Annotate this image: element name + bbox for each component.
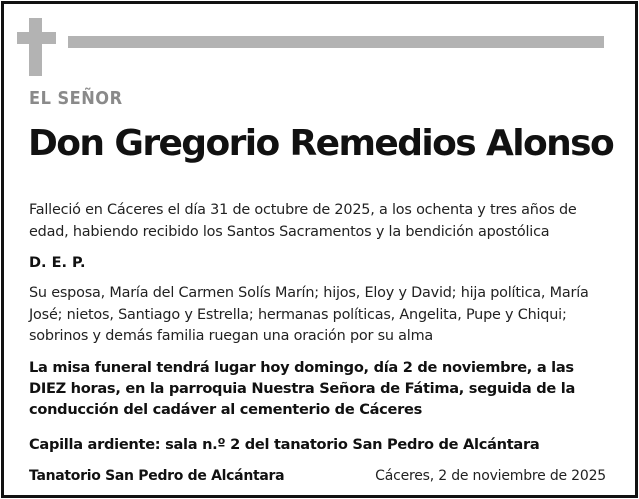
mass-paragraph: La misa funeral tendrá lugar hoy domingo, día 2 de noviembre, a las DIEZ horas, en la parroquia Nuestra Señora de Fátima, seguida de la conducción del cadáver al cementerio de Cáceres (29, 359, 575, 418)
honorific-label: EL SEÑOR (29, 88, 123, 109)
deceased-name: Don Gregorio Remedios Alonso (28, 123, 614, 164)
family-paragraph: Su esposa, María del Carmen Solís Marín; hijos, Eloy y David; hija política, María José; nietos, Santiago y Estrella; hermanas políticas, Angelita, Pupe y Chiqui; sobrinos y demás familia ruegan una oración por su alma (29, 285, 589, 344)
death-notice: Falleció en Cáceres el día 31 de octubre de 2025, a los ochenta y tres años de edad, habiendo recibido los Santos Sacramentos y la bendición apostólica (29, 202, 577, 240)
obituary-card (1, 1, 638, 498)
cross-icon (29, 18, 42, 76)
rip-heading: D. E. P. (29, 255, 86, 271)
cross-icon-arm (17, 32, 56, 44)
chapel-paragraph: Capilla ardiente: sala n.º 2 del tanatorio San Pedro de Alcántara (29, 436, 540, 453)
place-date: Cáceres, 2 de noviembre de 2025 (375, 468, 606, 484)
header-rule (68, 36, 604, 48)
funeral-home: Tanatorio San Pedro de Alcántara (29, 468, 285, 484)
